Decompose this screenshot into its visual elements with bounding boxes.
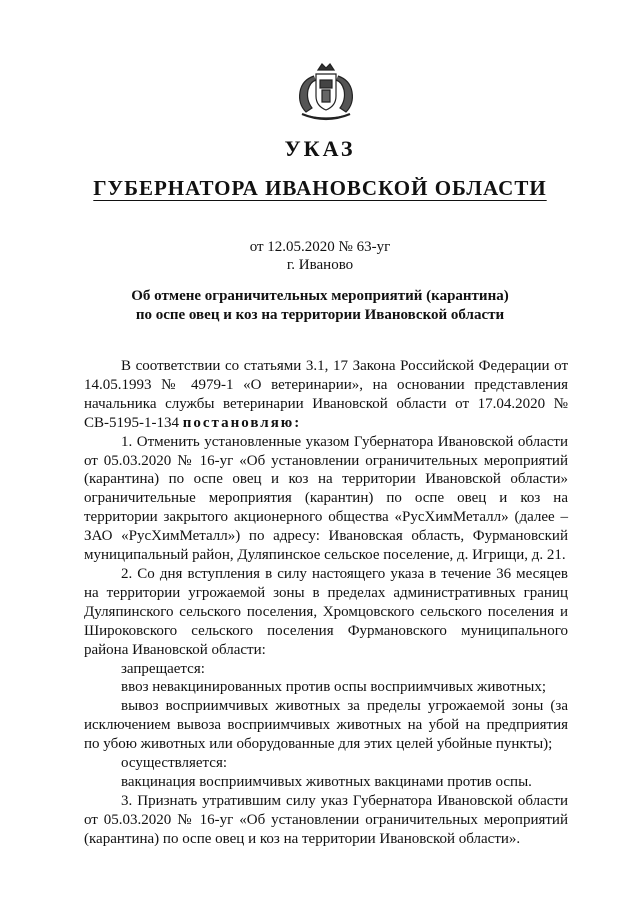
prohibited-label: запрещается: — [121, 660, 205, 677]
paragraph-1: 1. Отменить установленные указом Губернатора Ивановской области от 05.03.2020 № 16-уг «Об установлении ограничительных мероприятий (карантина) по оспе овец и коз на территории Ивановской области» ограничительные мероприятия (карантин) по оспе овец и коз на территории закрытого акционерного общества «РусХимМеталл» (далее – ЗАО «РусХимМеталл») по адресу: Ивановская область, Фурмановский муниципальный район, Дуляпинское сельское поселение, д. Игрищи, д. 21. — [84, 433, 568, 564]
paragraph-3: 3. Признать утратившим силу указ Губернатора Ивановской области от 05.03.2020 № 16-уг «Об установлении ограничительных мероприятий (карантина) по оспе овец и коз на территории Ивановской области». — [84, 792, 568, 847]
city: г. Иваново — [286, 257, 354, 273]
document-type: УКАЗ — [284, 136, 356, 161]
activity-item-1: вакцинация восприимчивых животных вакцинами против оспы. — [121, 773, 532, 790]
performed-label: осуществляется: — [121, 755, 228, 772]
ban-item-1: ввоз невакцинированных против оспы восприимчивых животных; — [121, 679, 546, 696]
decree-title — [0, 287, 640, 325]
date-number: от 12.05.2020 № 63-уг — [249, 239, 391, 255]
decree-body — [84, 357, 568, 849]
paragraph-2: 2. Со дня вступления в силу настоящего указа в течение 36 месяцев на территории угрожаемой зоны в пределах административных границ Дуляпинского сельского поселения, Хромцовского сельского поселения и Широковского сельского поселения Фурмановского муниципального района Ивановской области: — [84, 565, 568, 658]
preamble: В соответствии со статьями 3.1, 17 Закона Российской Федерации от 14.05.1993 № 4979-1 «О ветеринарии», на основании представления начальника службы ветеринарии Ивановской области от 17.04.2020 № СВ-5195-1-134 постановляю: — [84, 358, 568, 431]
issuer-heading: ГУБЕРНАТОРА ИВАНОВСКОЙ ОБЛАСТИ — [93, 176, 547, 200]
title-line-2: по оспе овец и коз на территории Ивановской области — [135, 307, 505, 323]
title-line-1: Об отмене ограничительных мероприятий (карантина) — [131, 288, 509, 304]
coat-of-arms-icon — [294, 62, 358, 122]
ban-item-2: вывоз восприимчивых животных за пределы угрожаемой зоны (за исключением вывоза восприимчивых животных на убой на предприятия по убою животных или оборудованные для этих целей убойные пункты); — [84, 698, 568, 753]
decree-word: постановляю: — [182, 414, 302, 431]
